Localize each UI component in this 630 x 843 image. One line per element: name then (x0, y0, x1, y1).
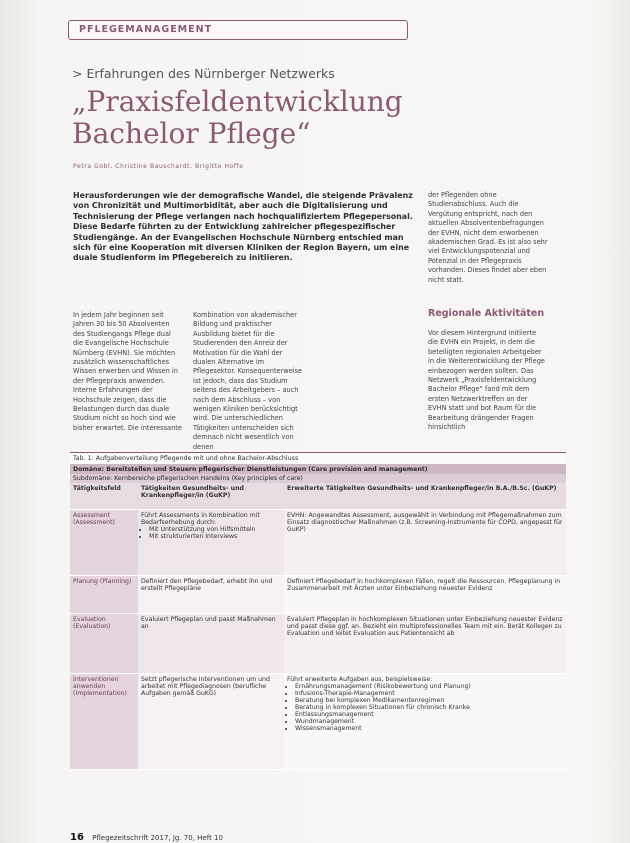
table-row (70, 510, 566, 576)
table-cell-extended: Definiert Pflegebedarf in hochkomplexen Fällen, regelt die Ressourcen. Pflegeplanung in Zusammenarbeit mit Ärzten unter Einbeziehung neuester Evidenz (284, 576, 566, 614)
section-label: PFLEGEMANAGEMENT (79, 24, 213, 35)
table-subdomain: Subdomäne: Kernbereiche pflegerischen Handelns (Key principles of care) (70, 474, 566, 483)
table-cell-basic: Evaluiert Pflegeplan und passt Maßnahmen an (138, 614, 284, 674)
table-cell-field: Evaluation (Evaluation) (70, 614, 138, 674)
title-line-1: „Praxisfeldentwicklung (72, 85, 403, 118)
table-header: Erweiterte Tätigkeiten Gesundheits- und Krankenpfleger/in B.A./B.Sc. (GuKP) (284, 483, 566, 510)
list-item: • Entlassungsmanagement (295, 711, 563, 718)
table-header: Tätigkeitsfeld (70, 483, 138, 510)
journal-citation: Pflegezeitschrift 2017, Jg. 70, Heft 10 (92, 834, 223, 842)
task-table (70, 452, 566, 829)
table-caption: Tab. 1: Aufgabenverteilung Pflegende mit und ohne Bachelor-Abschluss (70, 452, 566, 465)
list-item: • Ernährungsmanagement (Risikobewertung und Planung) (295, 683, 563, 690)
list-item: • Beratung bei komplexen Medikamentenregimen (295, 697, 563, 704)
section-subheading: Regionale Aktivitäten (428, 308, 545, 319)
body-column-3-top: der Pflegenden ohne Studienabschluss. Auch die Vergütung entspricht, nach den aktuellen Absolventenbefragungen der EVHN, nicht dem erworbenen akademischen Grad. Es ist also sehr viel Entwicklungspotenzial und Potenzial in der Pflegepraxis vorhanden. Dieses findet aber eben nicht statt. (428, 191, 548, 284)
page-number: 16 (70, 832, 84, 843)
article-lead: Herausforderungen wie der demografische Wandel, die steigende Prävalenz von Chronizität und Multimorbidität, aber auch die Digitalisierung und Technisierung der Pflege verlangen nach hochqualifiziertem Pflegepersonal. Diese Bedarfe führten zu der Entwicklung zahlreicher pflegespezifischer Studiengänge. An der Evangelischen Hochschule Nürnberg entschied man sich für eine Kooperation mit diversen Kliniken der Region Bayern, um eine duale Studienform im Pflegebereich zu initiieren. (73, 191, 413, 263)
table-row (70, 674, 566, 770)
table-cell-basic (138, 510, 284, 576)
list-item: • Beratung in komplexen Situationen für chronisch Kranke (295, 704, 563, 711)
list-item: • Infusions-Therapie-Management (295, 690, 563, 697)
cell-list (141, 526, 281, 540)
table-cell-extended: Evaluiert Pflegeplan in hochkomplexen Situationen unter Einbeziehung neuester Evidenz und passt diese ggf. an. Bezieht ein multiprofessionelles Team mit ein. Berät Kollegen zu Evaluation und leitet Evaluation aus Patientensicht ab (284, 614, 566, 674)
table-cell-extended (284, 674, 566, 770)
article-authors: Petra Gobl, Christine Bauschardt, Brigitte Hoffe (73, 163, 244, 170)
table-body (70, 483, 566, 770)
body-column-2: Kombination von akademischer Bildung und praktischer Ausbildung bietet für die Studierenden den Anreiz der Motivation für die Wahl der dualen Alternative im Pflegesektor. Konsequenterweise ist jedoch, dass das Studium seitens des Arbeitgebers – auch nach dem Abschluss – von wenigen Kliniken berücksichtigt wird. Die unterschiedlichen Tätigkeiten unterscheiden sich demnach nicht wesentlich von denen (193, 311, 303, 451)
table-header-row (70, 483, 566, 510)
table-cell-basic: Setzt pflegerische Interventionen um und arbeitet mit Pflegediagnosen (berufliche Aufgaben gemäß GuKG) (138, 674, 284, 770)
cell-text: Führt Assessments in Kombination mit Bedarfserhebung durch: (141, 512, 260, 526)
title-line-2: Bachelor Pflege“ (72, 117, 311, 150)
table-cell-field: Interventionen anwenden (Implementation) (70, 674, 138, 770)
table-cell-basic: Definiert den Pflegebedarf, erhebt ihn und erstellt Pflegepläne (138, 576, 284, 614)
table-row (70, 576, 566, 614)
table-domain: Domäne: Bereitstellen und Steuern pflegerischer Dienstleistungen (Care provision and management) (70, 465, 566, 474)
cell-list (287, 683, 563, 732)
article-kicker: > Erfahrungen des Nürnberger Netzwerks (72, 66, 335, 81)
table-cell-extended: EVHN: Angewandtes Assessment, ausgewählt in Verbindung mit Pflegemaßnahmen zum Einsatz diagnostischer Maßnahmen (z.B. Screening-Instrumente für COPD, angepasst für GuKP) (284, 510, 566, 576)
section-label-box (68, 20, 408, 40)
list-item: • Mit strukturierten Interviews (149, 533, 281, 540)
table-header: Tätigkeiten Gesundheits- und Krankenpfleger/in (GuKP) (138, 483, 284, 510)
list-item: • Mit Unterstützung von Hilfsmitteln (149, 526, 281, 533)
list-item: • Wundmanagement (295, 718, 563, 725)
list-item: • Wissensmanagement (295, 725, 563, 732)
table-cell-field: Assessment (Assessment) (70, 510, 138, 576)
table-cell-field: Planung (Planning) (70, 576, 138, 614)
body-column-1: In jedem Jahr beginnen seit Jahren 30 bis 50 Absolventen des Studiengangs Pflege dual die Evangelische Hochschule Nürnberg (EVHN). Sie möchten zusätzlich wissenschaftliches Wissen erwerben und Wissen in der Pflegepraxis anwenden. Interne Erfahrungen der Hochschule zeigen, dass die Belastungen durch das duale Studium nicht so hoch sind wie bisher erwartet. Die interessante (73, 311, 182, 432)
body-column-3-bottom: Vor diesem Hintergrund initiierte die EVHN ein Projekt, in dem die beteiligten regionalen Arbeitgeber in die Weiterentwicklung der Pflege einbezogen werden sollten. Das Netzwerk „Praxisfeldentwicklung Bachelor Pflege“ fand mit dem ersten Netzwerktreffen an der EVHN statt und bot Raum für die Bearbeitung drängender Fragen hinsichtlich (428, 329, 545, 432)
article-title (72, 86, 472, 150)
cell-text: Führt erweiterte Aufgaben aus, beispielsweise: (287, 676, 433, 683)
table-row (70, 614, 566, 674)
page-footer (70, 832, 223, 843)
